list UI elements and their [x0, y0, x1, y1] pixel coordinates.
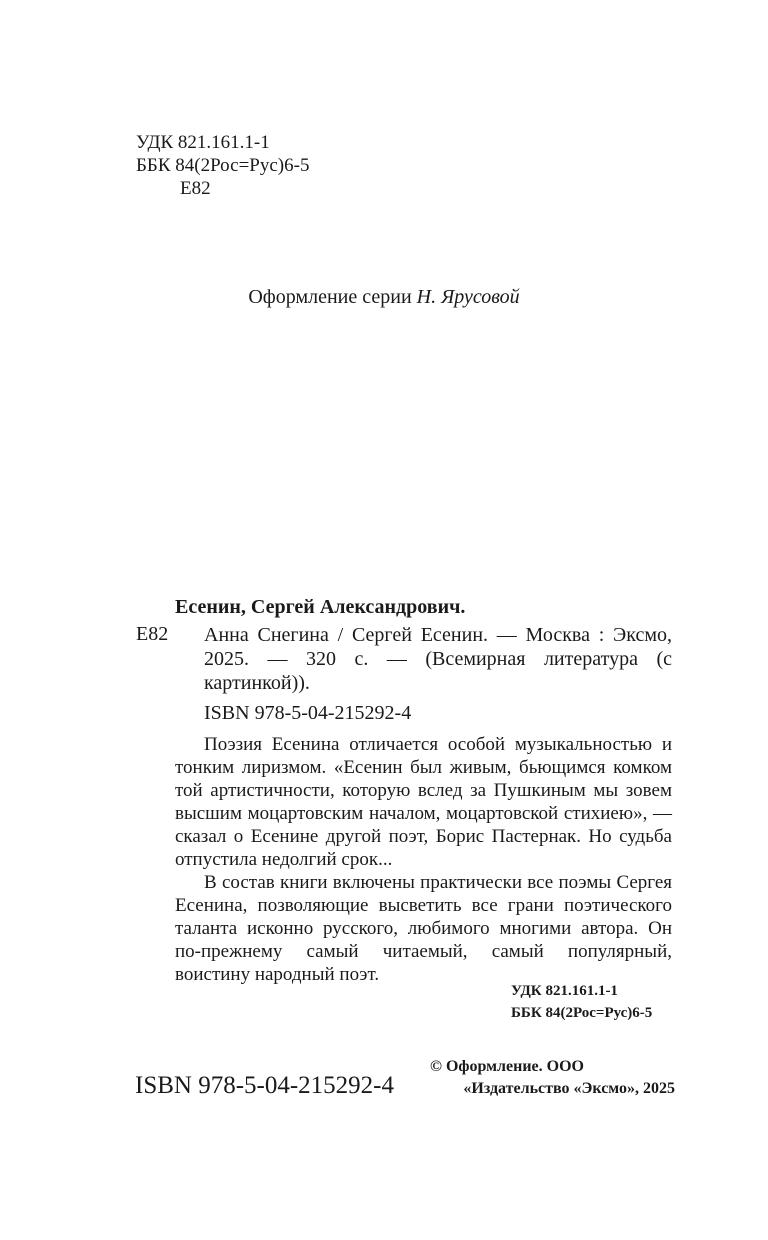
bottom-classification [511, 980, 652, 1024]
copyright-notice [430, 1056, 675, 1100]
annotation-paragraph: Поэзия Есенина отличается особой музыкальностью и тонким лиризмом. «Есенин был живым, бьющимся комком той артистичности, которую вслед за Пушкиным мы зовем высшим моцартовским началом, моцартовской стихиею», — сказал о Есенине другой поэт, Борис Пастернак. Но судьба отпустила недолгий срок... [175, 734, 672, 870]
card-code: Е82 [136, 623, 169, 645]
bbk-code: ББК 84(2Рос=Рус)6-5 [136, 155, 310, 176]
annotation [175, 733, 672, 986]
udk-code-bottom: УДК 821.161.1-1 [511, 983, 618, 999]
footer-isbn: ISBN 978-5-04-215292-4 [135, 1072, 395, 1099]
bbk-code-bottom: ББК 84(2Рос=Рус)6-5 [511, 1005, 653, 1021]
author-heading: Есенин, Сергей Александрович. [175, 596, 466, 618]
annotation-paragraph: В состав книги включены практически все поэмы Сергея Есенина, позволяющие высветить все грани поэтического таланта исконно русского, любимого многими автора. Он по-прежнему самый читаемый, самый популярный, воистину народный поэт. [175, 872, 672, 985]
record-isbn: ISBN 978-5-04-215292-4 [204, 702, 412, 724]
series-design-label: Оформление серии [248, 286, 412, 308]
udk-code: УДК 821.161.1-1 [136, 132, 270, 153]
top-classification [136, 131, 309, 200]
bibliographic-entry: Анна Снегина / Сергей Есенин. — Москва : Эксмо, 2025. — 320 с. — (Всемирная литература (с картинкой)). [204, 624, 672, 694]
copyright-line-2: «Издательство «Эксмо», 2025 [463, 1080, 675, 1097]
author-mark: Е82 [180, 178, 211, 199]
bibliographic-description [204, 623, 672, 725]
series-design-credit [0, 286, 768, 309]
copyright-line-1: © Оформление. ООО [430, 1058, 584, 1075]
series-designer-name: Н. Ярусовой [416, 286, 520, 308]
